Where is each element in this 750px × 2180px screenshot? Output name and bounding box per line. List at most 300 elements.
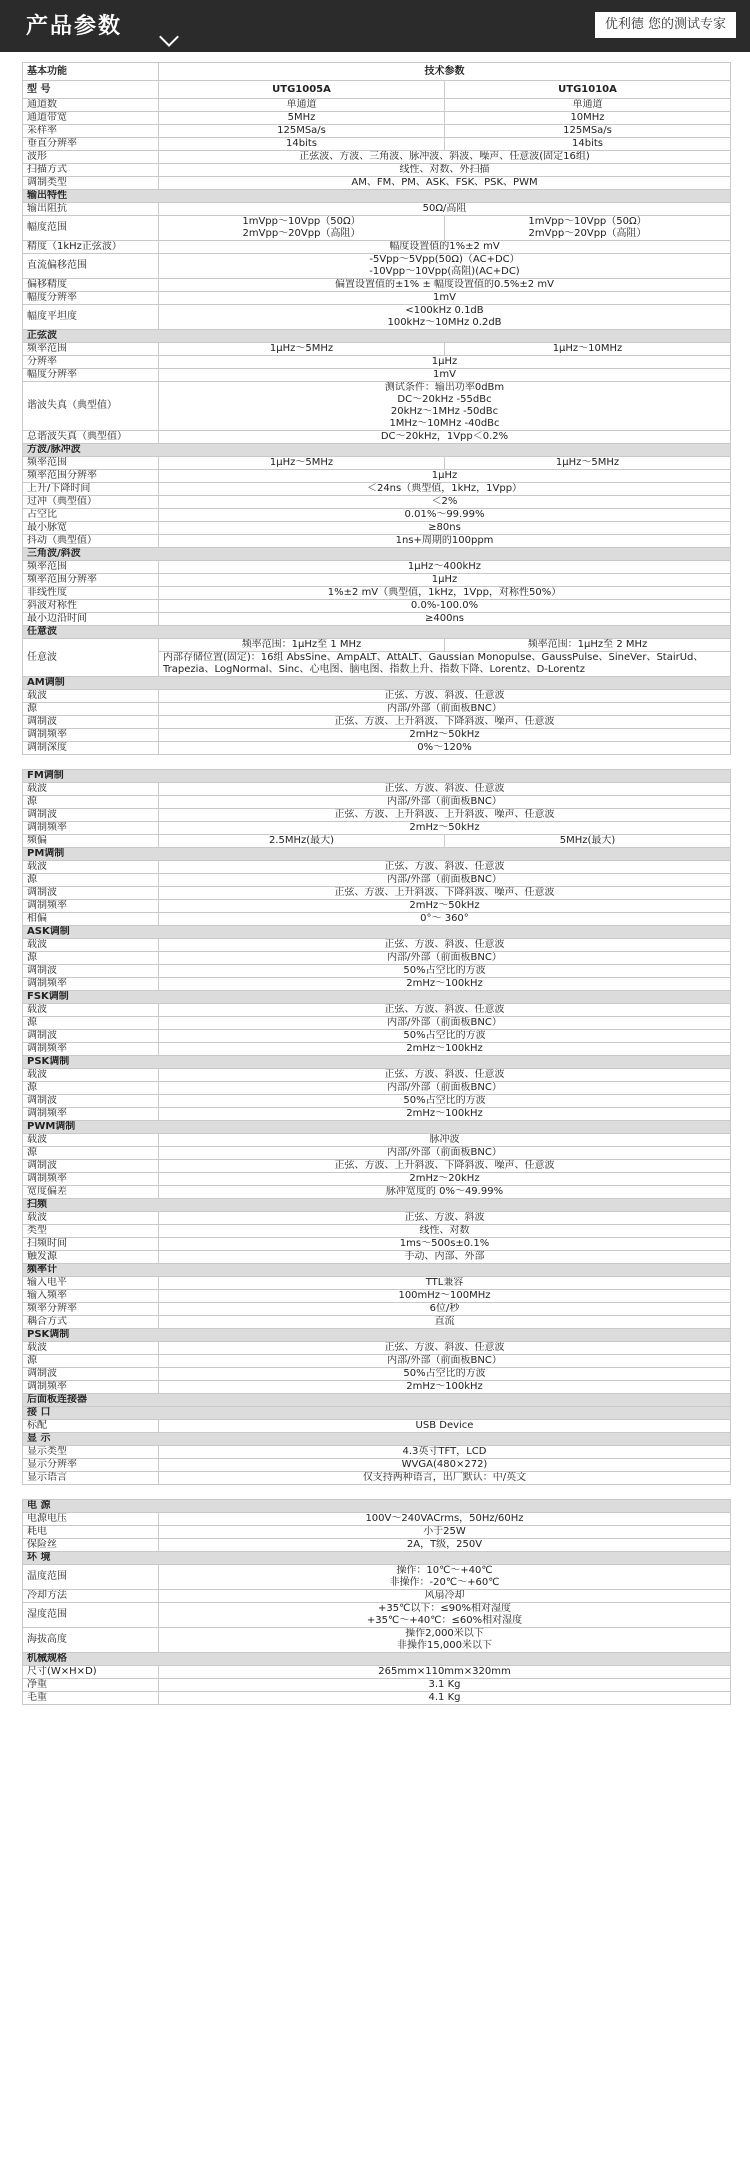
table-row (23, 1342, 731, 1355)
row-value-b: 频率范围：1μHz至 2 MHz (445, 639, 731, 652)
table-row (23, 1251, 731, 1264)
row-value: 2mHz～20kHz (159, 1173, 731, 1186)
row-label: 占空比 (23, 509, 159, 522)
row-label: 类型 (23, 1225, 159, 1238)
row-value: ＜24ns（典型值，1kHz，1Vpp） (159, 483, 731, 496)
row-label: 源 (23, 703, 159, 716)
section-gap (23, 755, 731, 770)
row-value: 直流 (159, 1316, 731, 1329)
row-label: 相偏 (23, 913, 159, 926)
section-title: 输出特性 (23, 190, 731, 203)
row-value: 内部/外部（前面板BNC） (159, 703, 731, 716)
section-header-row (23, 330, 731, 343)
table-row (23, 835, 731, 848)
spec-table-body (23, 63, 731, 1705)
row-label: 频率范围分辨率 (23, 470, 159, 483)
row-value-b: 14bits (445, 138, 731, 151)
row-label: 频率范围 (23, 561, 159, 574)
row-label: 分辨率 (23, 356, 159, 369)
section-title: ASK调制 (23, 926, 731, 939)
row-label: 调制波 (23, 716, 159, 729)
row-value: 正弦、方波、上升斜波、上升斜波、噪声、任意波 (159, 809, 731, 822)
table-row (23, 535, 731, 548)
section-header-row (23, 1552, 731, 1565)
row-label: 净重 (23, 1679, 159, 1692)
table-row (23, 151, 731, 164)
model-row (23, 81, 731, 99)
table-row (23, 900, 731, 913)
row-value: ＜2% (159, 496, 731, 509)
row-value-b: 125MSa/s (445, 125, 731, 138)
table-row (23, 1526, 731, 1539)
gap-cell (23, 1485, 731, 1500)
row-value: 正弦、方波、斜波、任意波 (159, 939, 731, 952)
row-value: 0.0%-100.0% (159, 600, 731, 613)
row-value: 正弦、方波、斜波、任意波 (159, 861, 731, 874)
table-row (23, 561, 731, 574)
row-label: 冷却方法 (23, 1590, 159, 1603)
row-label: 源 (23, 1082, 159, 1095)
row-value: <100kHz 0.1dB 100kHz～10MHz 0.2dB (159, 305, 731, 330)
row-label: 载波 (23, 783, 159, 796)
section-title: PWM调制 (23, 1121, 731, 1134)
row-label: 输出阻抗 (23, 203, 159, 216)
table-row (23, 861, 731, 874)
table-row (23, 369, 731, 382)
row-value: 偏置设置值的±1% ± 幅度设置值的0.5%±2 mV (159, 279, 731, 292)
row-value: 2mHz～50kHz (159, 729, 731, 742)
section-header-row (23, 444, 731, 457)
row-label: 直流偏移范围 (23, 254, 159, 279)
row-value: 1μHz～400kHz (159, 561, 731, 574)
row-label: 源 (23, 874, 159, 887)
row-label: 调制频率 (23, 1043, 159, 1056)
table-row (23, 241, 731, 254)
row-value: 内部/外部（前面板BNC） (159, 952, 731, 965)
table-row (23, 1565, 731, 1590)
row-value: ≥400ns (159, 613, 731, 626)
table-row (23, 703, 731, 716)
section-title: 三角波/斜波 (23, 548, 731, 561)
page-title: 产品参数 (26, 14, 123, 39)
row-label: 载波 (23, 1134, 159, 1147)
row-value: 50Ω/高阻 (159, 203, 731, 216)
row-label: 波形 (23, 151, 159, 164)
table-row (23, 1160, 731, 1173)
row-value-b: 5MHz(最大) (445, 835, 731, 848)
row-value: 4.3英寸TFT，LCD (159, 1446, 731, 1459)
section-title: PSK调制 (23, 1056, 731, 1069)
row-label: 调制频率 (23, 822, 159, 835)
row-value-a: 1μHz～5MHz (159, 457, 445, 470)
row-value: 4.1 Kg (159, 1692, 731, 1705)
row-label: 载波 (23, 1212, 159, 1225)
row-value: 正弦、方波、上升斜波、下降斜波、噪声、任意波 (159, 1160, 731, 1173)
model-a: UTG1005A (159, 81, 445, 99)
row-value: 手动、内部、外部 (159, 1251, 731, 1264)
table-row (23, 1628, 731, 1653)
row-value-a: 125MSa/s (159, 125, 445, 138)
row-value: 正弦、方波、斜波 (159, 1212, 731, 1225)
row-label: 幅度分辨率 (23, 369, 159, 382)
row-value: 2A，T级，250V (159, 1539, 731, 1552)
row-value: 小于25W (159, 1526, 731, 1539)
row-value: AM、FM、PM、ASK、FSK、PSK、PWM (159, 177, 731, 190)
row-label: 源 (23, 1355, 159, 1368)
section-header-row (23, 1329, 731, 1342)
table-row (23, 254, 731, 279)
row-value: 2mHz～100kHz (159, 978, 731, 991)
row-value: 线性、对数、外扫描 (159, 164, 731, 177)
table-row (23, 343, 731, 356)
row-value: 2mHz～50kHz (159, 900, 731, 913)
table-row (23, 1134, 731, 1147)
section-title: PM调制 (23, 848, 731, 861)
row-value: 0%～120% (159, 742, 731, 755)
table-row (23, 1666, 731, 1679)
table-row (23, 1381, 731, 1394)
table-row (23, 1539, 731, 1552)
table-row (23, 1212, 731, 1225)
page-header (0, 0, 750, 52)
row-value: 内部/外部（前面板BNC） (159, 1082, 731, 1095)
row-value: 50%占空比的方波 (159, 1095, 731, 1108)
row-label: 显示语言 (23, 1472, 159, 1485)
row-label: 抖动（典型值） (23, 535, 159, 548)
row-label: 湿度范围 (23, 1603, 159, 1628)
table-row (23, 965, 731, 978)
row-label: 过冲（典型值） (23, 496, 159, 509)
row-value: +35℃以下：≤90%相对湿度 +35℃～+40℃：≤60%相对湿度 (159, 1603, 731, 1628)
table-row (23, 1225, 731, 1238)
table-row (23, 483, 731, 496)
section-title: 接 口 (23, 1407, 731, 1420)
row-label: 载波 (23, 1069, 159, 1082)
table-head-row (23, 63, 731, 81)
row-value-b: 单通道 (445, 99, 731, 112)
table-row (23, 587, 731, 600)
row-value: 1ns+周期的100ppm (159, 535, 731, 548)
row-value: USB Device (159, 1420, 731, 1433)
row-label: 调制波 (23, 809, 159, 822)
section-title: AM调制 (23, 677, 731, 690)
table-row (23, 913, 731, 926)
section-title: 机械规格 (23, 1653, 731, 1666)
row-label: 上升/下降时间 (23, 483, 159, 496)
row-label: 最小脉宽 (23, 522, 159, 535)
gap-cell (23, 755, 731, 770)
section-header-row (23, 1394, 731, 1407)
table-row (23, 356, 731, 369)
row-label: 幅度平坦度 (23, 305, 159, 330)
section-title: 扫频 (23, 1199, 731, 1212)
row-label: 幅度范围 (23, 216, 159, 241)
table-row (23, 1069, 731, 1082)
row-value: 正弦、方波、斜波、任意波 (159, 783, 731, 796)
row-label: 调制深度 (23, 742, 159, 755)
row-value: 正弦、方波、斜波、任意波 (159, 690, 731, 703)
table-row (23, 292, 731, 305)
table-row (23, 1004, 731, 1017)
table-row (23, 522, 731, 535)
table-row (23, 809, 731, 822)
row-label: 总谐波失真（典型值） (23, 431, 159, 444)
row-label: 调制频率 (23, 900, 159, 913)
table-row (23, 690, 731, 703)
table-row (23, 574, 731, 587)
row-value: 内部/外部（前面板BNC） (159, 796, 731, 809)
table-row (23, 887, 731, 900)
row-label: 显示分辨率 (23, 1459, 159, 1472)
row-value: 1μHz (159, 574, 731, 587)
table-row (23, 1043, 731, 1056)
table-row (23, 822, 731, 835)
row-value: 2mHz～100kHz (159, 1381, 731, 1394)
row-label: 频偏 (23, 835, 159, 848)
row-value: 1ms～500s±0.1% (159, 1238, 731, 1251)
row-value: 正弦、方波、上升斜波、下降斜波、噪声、任意波 (159, 887, 731, 900)
row-label: 通道带宽 (23, 112, 159, 125)
section-header-row (23, 190, 731, 203)
row-label: 源 (23, 952, 159, 965)
table-row (23, 305, 731, 330)
row-value: WVGA(480×272) (159, 1459, 731, 1472)
table-row (23, 470, 731, 483)
table-row (23, 1017, 731, 1030)
table-row (23, 279, 731, 292)
table-row (23, 1095, 731, 1108)
row-label: 耗电 (23, 1526, 159, 1539)
section-header-row (23, 1121, 731, 1134)
table-row (23, 164, 731, 177)
head-spec-cell: 技术参数 (159, 63, 731, 81)
row-label: 偏移精度 (23, 279, 159, 292)
table-row (23, 1082, 731, 1095)
table-row (23, 1368, 731, 1381)
table-row (23, 1238, 731, 1251)
section-title: FSK调制 (23, 991, 731, 1004)
row-value-a: 5MHz (159, 112, 445, 125)
row-value: 测试条件：输出功率0dBm DC～20kHz -55dBc 20kHz～1MHz -50dBc 1MHz～10MHz -40dBc (159, 382, 731, 431)
table-row (23, 1446, 731, 1459)
row-value-a: 1μHz～5MHz (159, 343, 445, 356)
row-label: 保险丝 (23, 1539, 159, 1552)
row-value: 265mm×110mm×320mm (159, 1666, 731, 1679)
row-value: 0.01%～99.99% (159, 509, 731, 522)
row-label: 触发源 (23, 1251, 159, 1264)
row-label: 采样率 (23, 125, 159, 138)
row-label: 温度范围 (23, 1565, 159, 1590)
row-label: 海拔高度 (23, 1628, 159, 1653)
row-value: 0°～ 360° (159, 913, 731, 926)
row-value: 50%占空比的方波 (159, 1368, 731, 1381)
row-label: 调制频率 (23, 1108, 159, 1121)
row-value-a: 单通道 (159, 99, 445, 112)
section-gap (23, 1485, 731, 1500)
spec-table-container (22, 62, 730, 1705)
table-row (23, 1472, 731, 1485)
row-label: 调制频率 (23, 729, 159, 742)
table-row (23, 1679, 731, 1692)
section-header-row (23, 548, 731, 561)
head-function-cell: 基本功能 (23, 63, 159, 81)
row-label: 通道数 (23, 99, 159, 112)
row-label: 调制波 (23, 1030, 159, 1043)
table-row (23, 1147, 731, 1160)
row-value: 1μHz (159, 470, 731, 483)
row-label: 任意波 (23, 639, 159, 677)
row-label: 毛重 (23, 1692, 159, 1705)
row-value-b: 1mVpp～10Vpp（50Ω） 2mVpp～20Vpp（高阻） (445, 216, 731, 241)
table-row (23, 216, 731, 241)
table-row (23, 742, 731, 755)
table-row (23, 1355, 731, 1368)
row-label: 最小边沿时间 (23, 613, 159, 626)
row-value: 50%占空比的方波 (159, 1030, 731, 1043)
row-value: 2mHz～100kHz (159, 1043, 731, 1056)
table-row (23, 1173, 731, 1186)
table-row (23, 1290, 731, 1303)
row-value: 2mHz～100kHz (159, 1108, 731, 1121)
row-value: ≥80ns (159, 522, 731, 535)
row-value-a: 频率范围：1μHz至 1 MHz (159, 639, 445, 652)
section-header-row (23, 1407, 731, 1420)
section-title: 任意波 (23, 626, 731, 639)
table-row (23, 1186, 731, 1199)
row-label: 调制波 (23, 887, 159, 900)
row-value: 1μHz (159, 356, 731, 369)
section-title: 显 示 (23, 1433, 731, 1446)
row-value-b: 1μHz～5MHz (445, 457, 731, 470)
table-row (23, 138, 731, 151)
row-value-a: 14bits (159, 138, 445, 151)
table-row (23, 978, 731, 991)
table-row (23, 1277, 731, 1290)
row-value: -5Vpp～5Vpp(50Ω)（AC+DC） -10Vpp～10Vpp(高阻)(AC+DC) (159, 254, 731, 279)
section-header-row (23, 1433, 731, 1446)
table-row (23, 939, 731, 952)
row-label: 谐波失真（典型值） (23, 382, 159, 431)
table-row (23, 1692, 731, 1705)
row-value-a: 2.5MHz(最大) (159, 835, 445, 848)
row-value: 50%占空比的方波 (159, 965, 731, 978)
row-label: 调制波 (23, 1160, 159, 1173)
row-value: 风扇冷却 (159, 1590, 731, 1603)
section-header-row (23, 626, 731, 639)
row-label: 源 (23, 796, 159, 809)
table-row (23, 716, 731, 729)
row-value: 操作：10℃～+40℃ 非操作：-20℃～+60℃ (159, 1565, 731, 1590)
row-label: 调制类型 (23, 177, 159, 190)
table-row (23, 613, 731, 626)
section-header-row (23, 770, 731, 783)
table-row (23, 177, 731, 190)
row-value: 正弦波、方波、三角波、脉冲波、斜波、噪声、任意波(固定16组) (159, 151, 731, 164)
row-label: 宽度偏差 (23, 1186, 159, 1199)
section-header-row (23, 1653, 731, 1666)
row-value: TTL兼容 (159, 1277, 731, 1290)
row-label: 标配 (23, 1420, 159, 1433)
section-header-row (23, 1264, 731, 1277)
section-header-row (23, 1199, 731, 1212)
row-value-b: 10MHz (445, 112, 731, 125)
row-label: 频率分辨率 (23, 1303, 159, 1316)
row-value: 6位/秒 (159, 1303, 731, 1316)
row-value: 2mHz～50kHz (159, 822, 731, 835)
row-value: 线性、对数 (159, 1225, 731, 1238)
section-header-row (23, 1500, 731, 1513)
row-value: 100mHz～100MHz (159, 1290, 731, 1303)
row-value: 内部/外部（前面板BNC） (159, 1147, 731, 1160)
row-label: 精度（1kHz正弦波） (23, 241, 159, 254)
row-value: 1%±2 mV（典型值，1kHz，1Vpp，对称性50%） (159, 587, 731, 600)
table-row (23, 457, 731, 470)
row-value: 1mV (159, 292, 731, 305)
row-label: 调制频率 (23, 978, 159, 991)
row-value: 内部/外部（前面板BNC） (159, 874, 731, 887)
row-value: 正弦、方波、斜波、任意波 (159, 1069, 731, 1082)
section-title: 环 境 (23, 1552, 731, 1565)
row-value: 100V～240VACrms，50Hz/60Hz (159, 1513, 731, 1526)
row-value: 仅支持两种语言，出厂默认：中/英文 (159, 1472, 731, 1485)
table-row (23, 1590, 731, 1603)
row-label: 幅度分辨率 (23, 292, 159, 305)
model-b: UTG1010A (445, 81, 731, 99)
row-label: 扫频时间 (23, 1238, 159, 1251)
row-value: 正弦、方波、上升斜波、下降斜波、噪声、任意波 (159, 716, 731, 729)
row-value: 内部/外部（前面板BNC） (159, 1017, 731, 1030)
table-row (23, 796, 731, 809)
table-row (23, 874, 731, 887)
model-label: 型 号 (23, 81, 159, 99)
table-row (23, 509, 731, 522)
table-row (23, 1108, 731, 1121)
table-row (23, 496, 731, 509)
row-label: 调制波 (23, 1368, 159, 1381)
section-title: 频率计 (23, 1264, 731, 1277)
section-header-row (23, 1056, 731, 1069)
row-label: 频率范围分辨率 (23, 574, 159, 587)
table-row (23, 729, 731, 742)
section-title: PSK调制 (23, 1329, 731, 1342)
section-title: 电 源 (23, 1500, 731, 1513)
row-value: DC～20kHz，1Vpp＜0.2% (159, 431, 731, 444)
row-label: 载波 (23, 861, 159, 874)
row-label: 垂直分辨率 (23, 138, 159, 151)
spec-table (22, 62, 731, 1705)
table-row (23, 382, 731, 431)
table-row (23, 1316, 731, 1329)
table-row (23, 783, 731, 796)
row-value: 正弦、方波、斜波、任意波 (159, 1342, 731, 1355)
table-row (23, 1030, 731, 1043)
row-label: 调制波 (23, 965, 159, 978)
row-label: 载波 (23, 690, 159, 703)
row-label: 载波 (23, 1342, 159, 1355)
row-note: 内部存储位置(固定)：16组 AbsSine、AmpALT、AttALT、Gaussian Monopulse、GaussPulse、SineVer、StairUd、Trapezia、LogNormal、Sinc、心电图、脑电图、指数上升、指数下降、Lorentz、D-Lorentz (159, 652, 731, 677)
table-row (23, 1603, 731, 1628)
row-label: 频率范围 (23, 343, 159, 356)
row-label: 载波 (23, 939, 159, 952)
table-row (23, 125, 731, 138)
table-row (23, 1459, 731, 1472)
row-value: 幅度设置值的1%±2 mV (159, 241, 731, 254)
table-row (23, 431, 731, 444)
table-row (23, 1513, 731, 1526)
row-label: 调制频率 (23, 1381, 159, 1394)
table-row (23, 203, 731, 216)
row-label: 调制波 (23, 1095, 159, 1108)
